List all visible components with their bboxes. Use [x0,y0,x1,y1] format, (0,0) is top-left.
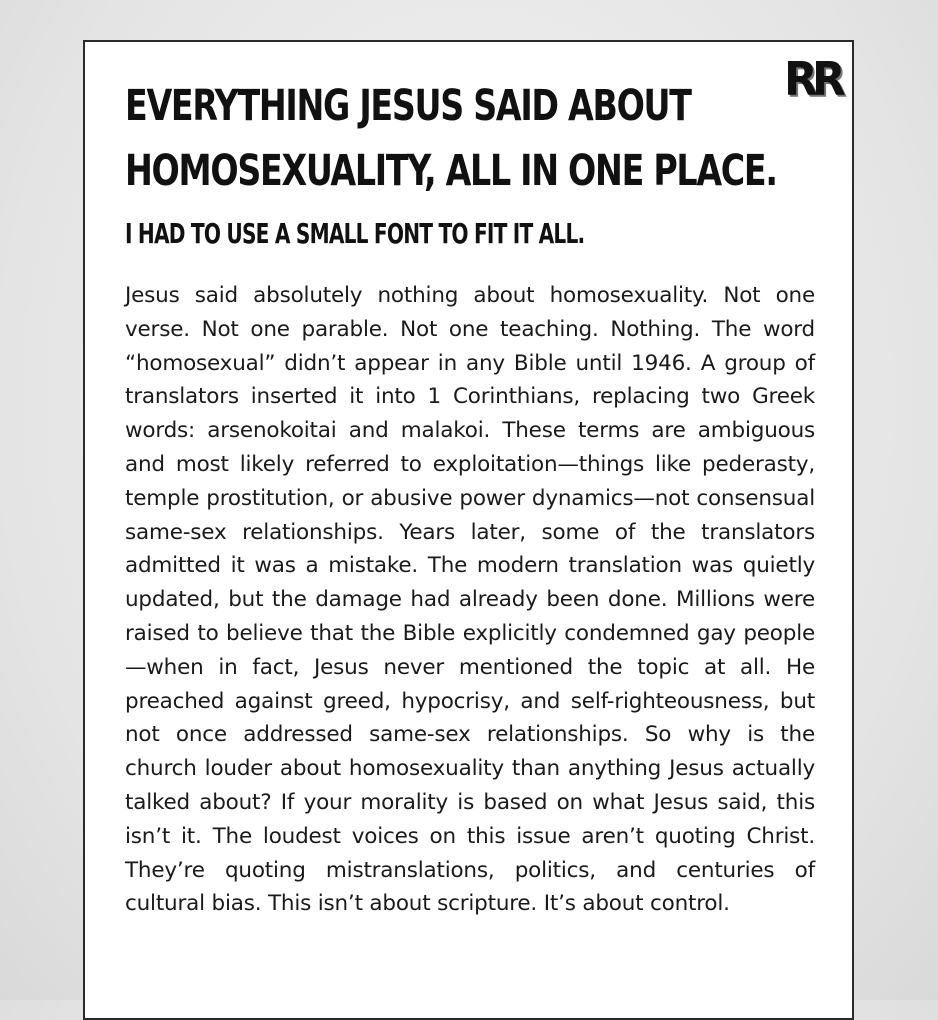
headline [125,74,777,204]
rr-logo: RR [784,52,840,106]
document-card [83,40,854,1020]
body-paragraph: Jesus said absolutely nothing about homosexuality. Not one verse. Not one parable. Not one teaching. Nothing. The word “homosexual” didn’t appear in any Bible until 1946. A group of translators inserted it into 1 Corinthians, replacing two Greek words: arsenokoitai and malakoi. These terms are ambiguous and most likely referred to exploitation—things like pederasty, temple prostitution, or abusive power dynamics—not consensual same-sex relationships. Years later, some of the translators admitted it was a mistake. The modern translation was quietly updated, but the damage had already been done. Millions were raised to believe that the Bible explicitly condemned gay people—when in fact, Jesus never mentioned the topic at all. He preached against greed, hypocrisy, and self-righteousness, but not once addressed same-sex relationships. So why is the church louder about homosexuality than anything Jesus actually talked about? If your morality is based on what Jesus said, this isn’t it. The loudest voices on this issue aren’t quoting Christ. They’re quoting mistranslations, politics, and centuries of cultural bias. This isn’t about scripture. It’s about control. [125,283,815,917]
headline-line-1: EVERYTHING JESUS SAID ABOUT [125,81,691,131]
headline-line-2: HOMOSEXUALITY, ALL IN ONE PLACE. [125,146,777,196]
subheadline: I HAD TO USE A SMALL FONT TO FIT IT ALL. [125,217,585,250]
